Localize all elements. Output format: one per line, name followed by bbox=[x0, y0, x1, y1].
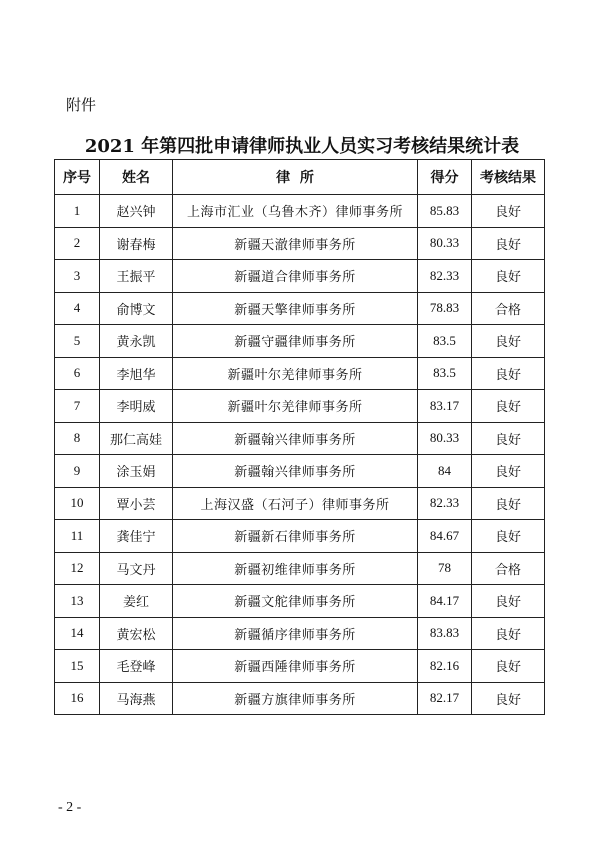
cell-result: 良好 bbox=[472, 650, 545, 683]
table-row bbox=[55, 422, 545, 455]
cell-no: 6 bbox=[55, 357, 100, 390]
cell-name: 马文丹 bbox=[100, 552, 173, 585]
cell-score: 84.17 bbox=[418, 585, 472, 618]
table-row bbox=[55, 357, 545, 390]
cell-score: 78 bbox=[418, 552, 472, 585]
table-row bbox=[55, 195, 545, 228]
cell-result: 良好 bbox=[472, 227, 545, 260]
cell-firm: 新疆叶尔羌律师事务所 bbox=[173, 357, 418, 390]
table-row bbox=[55, 487, 545, 520]
cell-firm: 新疆新石律师事务所 bbox=[173, 520, 418, 553]
cell-firm: 新疆天擎律师事务所 bbox=[173, 292, 418, 325]
cell-score: 83.83 bbox=[418, 617, 472, 650]
cell-no: 1 bbox=[55, 195, 100, 228]
cell-score: 85.83 bbox=[418, 195, 472, 228]
table-row bbox=[55, 585, 545, 618]
page-number: - 2 - bbox=[58, 800, 82, 815]
header-result: 考核结果 bbox=[472, 160, 545, 195]
cell-name: 姜红 bbox=[100, 585, 173, 618]
cell-name: 赵兴钟 bbox=[100, 195, 173, 228]
cell-firm: 新疆初维律师事务所 bbox=[173, 552, 418, 585]
cell-firm: 新疆翰兴律师事务所 bbox=[173, 422, 418, 455]
header-name: 姓名 bbox=[100, 160, 173, 195]
cell-score: 83.5 bbox=[418, 357, 472, 390]
cell-firm: 新疆守疆律师事务所 bbox=[173, 325, 418, 358]
cell-no: 12 bbox=[55, 552, 100, 585]
cell-name: 李旭华 bbox=[100, 357, 173, 390]
cell-firm: 新疆叶尔羌律师事务所 bbox=[173, 390, 418, 423]
table-row bbox=[55, 390, 545, 423]
cell-firm: 新疆方旗律师事务所 bbox=[173, 682, 418, 715]
cell-name: 马海燕 bbox=[100, 682, 173, 715]
attachment-label: 附件 bbox=[66, 96, 97, 114]
cell-result: 良好 bbox=[472, 617, 545, 650]
cell-no: 2 bbox=[55, 227, 100, 260]
table-row bbox=[55, 682, 545, 715]
table-row bbox=[55, 650, 545, 683]
cell-no: 5 bbox=[55, 325, 100, 358]
cell-name: 覃小芸 bbox=[100, 487, 173, 520]
cell-name: 谢春梅 bbox=[100, 227, 173, 260]
cell-result: 良好 bbox=[472, 487, 545, 520]
cell-score: 82.33 bbox=[418, 260, 472, 293]
cell-firm: 新疆文舵律师事务所 bbox=[173, 585, 418, 618]
table-row bbox=[55, 552, 545, 585]
cell-firm: 新疆循序律师事务所 bbox=[173, 617, 418, 650]
table-row bbox=[55, 227, 545, 260]
cell-firm: 新疆道合律师事务所 bbox=[173, 260, 418, 293]
cell-no: 8 bbox=[55, 422, 100, 455]
cell-no: 14 bbox=[55, 617, 100, 650]
cell-result: 合格 bbox=[472, 292, 545, 325]
cell-name: 俞博文 bbox=[100, 292, 173, 325]
cell-firm: 新疆西陲律师事务所 bbox=[173, 650, 418, 683]
table-row bbox=[55, 260, 545, 293]
cell-result: 良好 bbox=[472, 585, 545, 618]
cell-no: 7 bbox=[55, 390, 100, 423]
cell-no: 3 bbox=[55, 260, 100, 293]
cell-no: 9 bbox=[55, 455, 100, 488]
cell-no: 15 bbox=[55, 650, 100, 683]
table-row bbox=[55, 617, 545, 650]
cell-result: 良好 bbox=[472, 357, 545, 390]
table-row bbox=[55, 520, 545, 553]
cell-no: 4 bbox=[55, 292, 100, 325]
table-header-row bbox=[55, 160, 545, 195]
table-row bbox=[55, 455, 545, 488]
cell-name: 黄永凯 bbox=[100, 325, 173, 358]
cell-result: 良好 bbox=[472, 455, 545, 488]
cell-firm: 新疆天澈律师事务所 bbox=[173, 227, 418, 260]
cell-score: 83.17 bbox=[418, 390, 472, 423]
cell-result: 良好 bbox=[472, 260, 545, 293]
cell-score: 82.17 bbox=[418, 682, 472, 715]
cell-firm: 上海汉盛（石河子）律师事务所 bbox=[173, 487, 418, 520]
table-row bbox=[55, 325, 545, 358]
cell-result: 良好 bbox=[472, 390, 545, 423]
cell-score: 84 bbox=[418, 455, 472, 488]
cell-score: 83.5 bbox=[418, 325, 472, 358]
cell-score: 82.33 bbox=[418, 487, 472, 520]
cell-result: 合格 bbox=[472, 552, 545, 585]
cell-result: 良好 bbox=[472, 195, 545, 228]
cell-name: 王振平 bbox=[100, 260, 173, 293]
cell-result: 良好 bbox=[472, 520, 545, 553]
header-no: 序号 bbox=[55, 160, 100, 195]
cell-no: 16 bbox=[55, 682, 100, 715]
cell-no: 11 bbox=[55, 520, 100, 553]
table-body bbox=[55, 195, 545, 715]
cell-score: 80.33 bbox=[418, 227, 472, 260]
cell-no: 13 bbox=[55, 585, 100, 618]
cell-score: 82.16 bbox=[418, 650, 472, 683]
cell-firm: 上海市汇业（乌鲁木齐）律师事务所 bbox=[173, 195, 418, 228]
cell-name: 涂玉娟 bbox=[100, 455, 173, 488]
cell-name: 那仁高娃 bbox=[100, 422, 173, 455]
cell-score: 84.67 bbox=[418, 520, 472, 553]
cell-result: 良好 bbox=[472, 325, 545, 358]
header-firm: 律 所 bbox=[173, 160, 418, 195]
cell-name: 李明威 bbox=[100, 390, 173, 423]
cell-score: 80.33 bbox=[418, 422, 472, 455]
cell-firm: 新疆翰兴律师事务所 bbox=[173, 455, 418, 488]
cell-name: 黄宏松 bbox=[100, 617, 173, 650]
cell-score: 78.83 bbox=[418, 292, 472, 325]
header-score: 得分 bbox=[418, 160, 472, 195]
cell-name: 龚佳宁 bbox=[100, 520, 173, 553]
document-title: 2021 年第四批申请律师执业人员实习考核结果统计表 bbox=[84, 136, 520, 157]
table-row bbox=[55, 292, 545, 325]
results-table bbox=[54, 159, 545, 715]
cell-result: 良好 bbox=[472, 682, 545, 715]
cell-result: 良好 bbox=[472, 422, 545, 455]
cell-name: 毛登峰 bbox=[100, 650, 173, 683]
cell-no: 10 bbox=[55, 487, 100, 520]
